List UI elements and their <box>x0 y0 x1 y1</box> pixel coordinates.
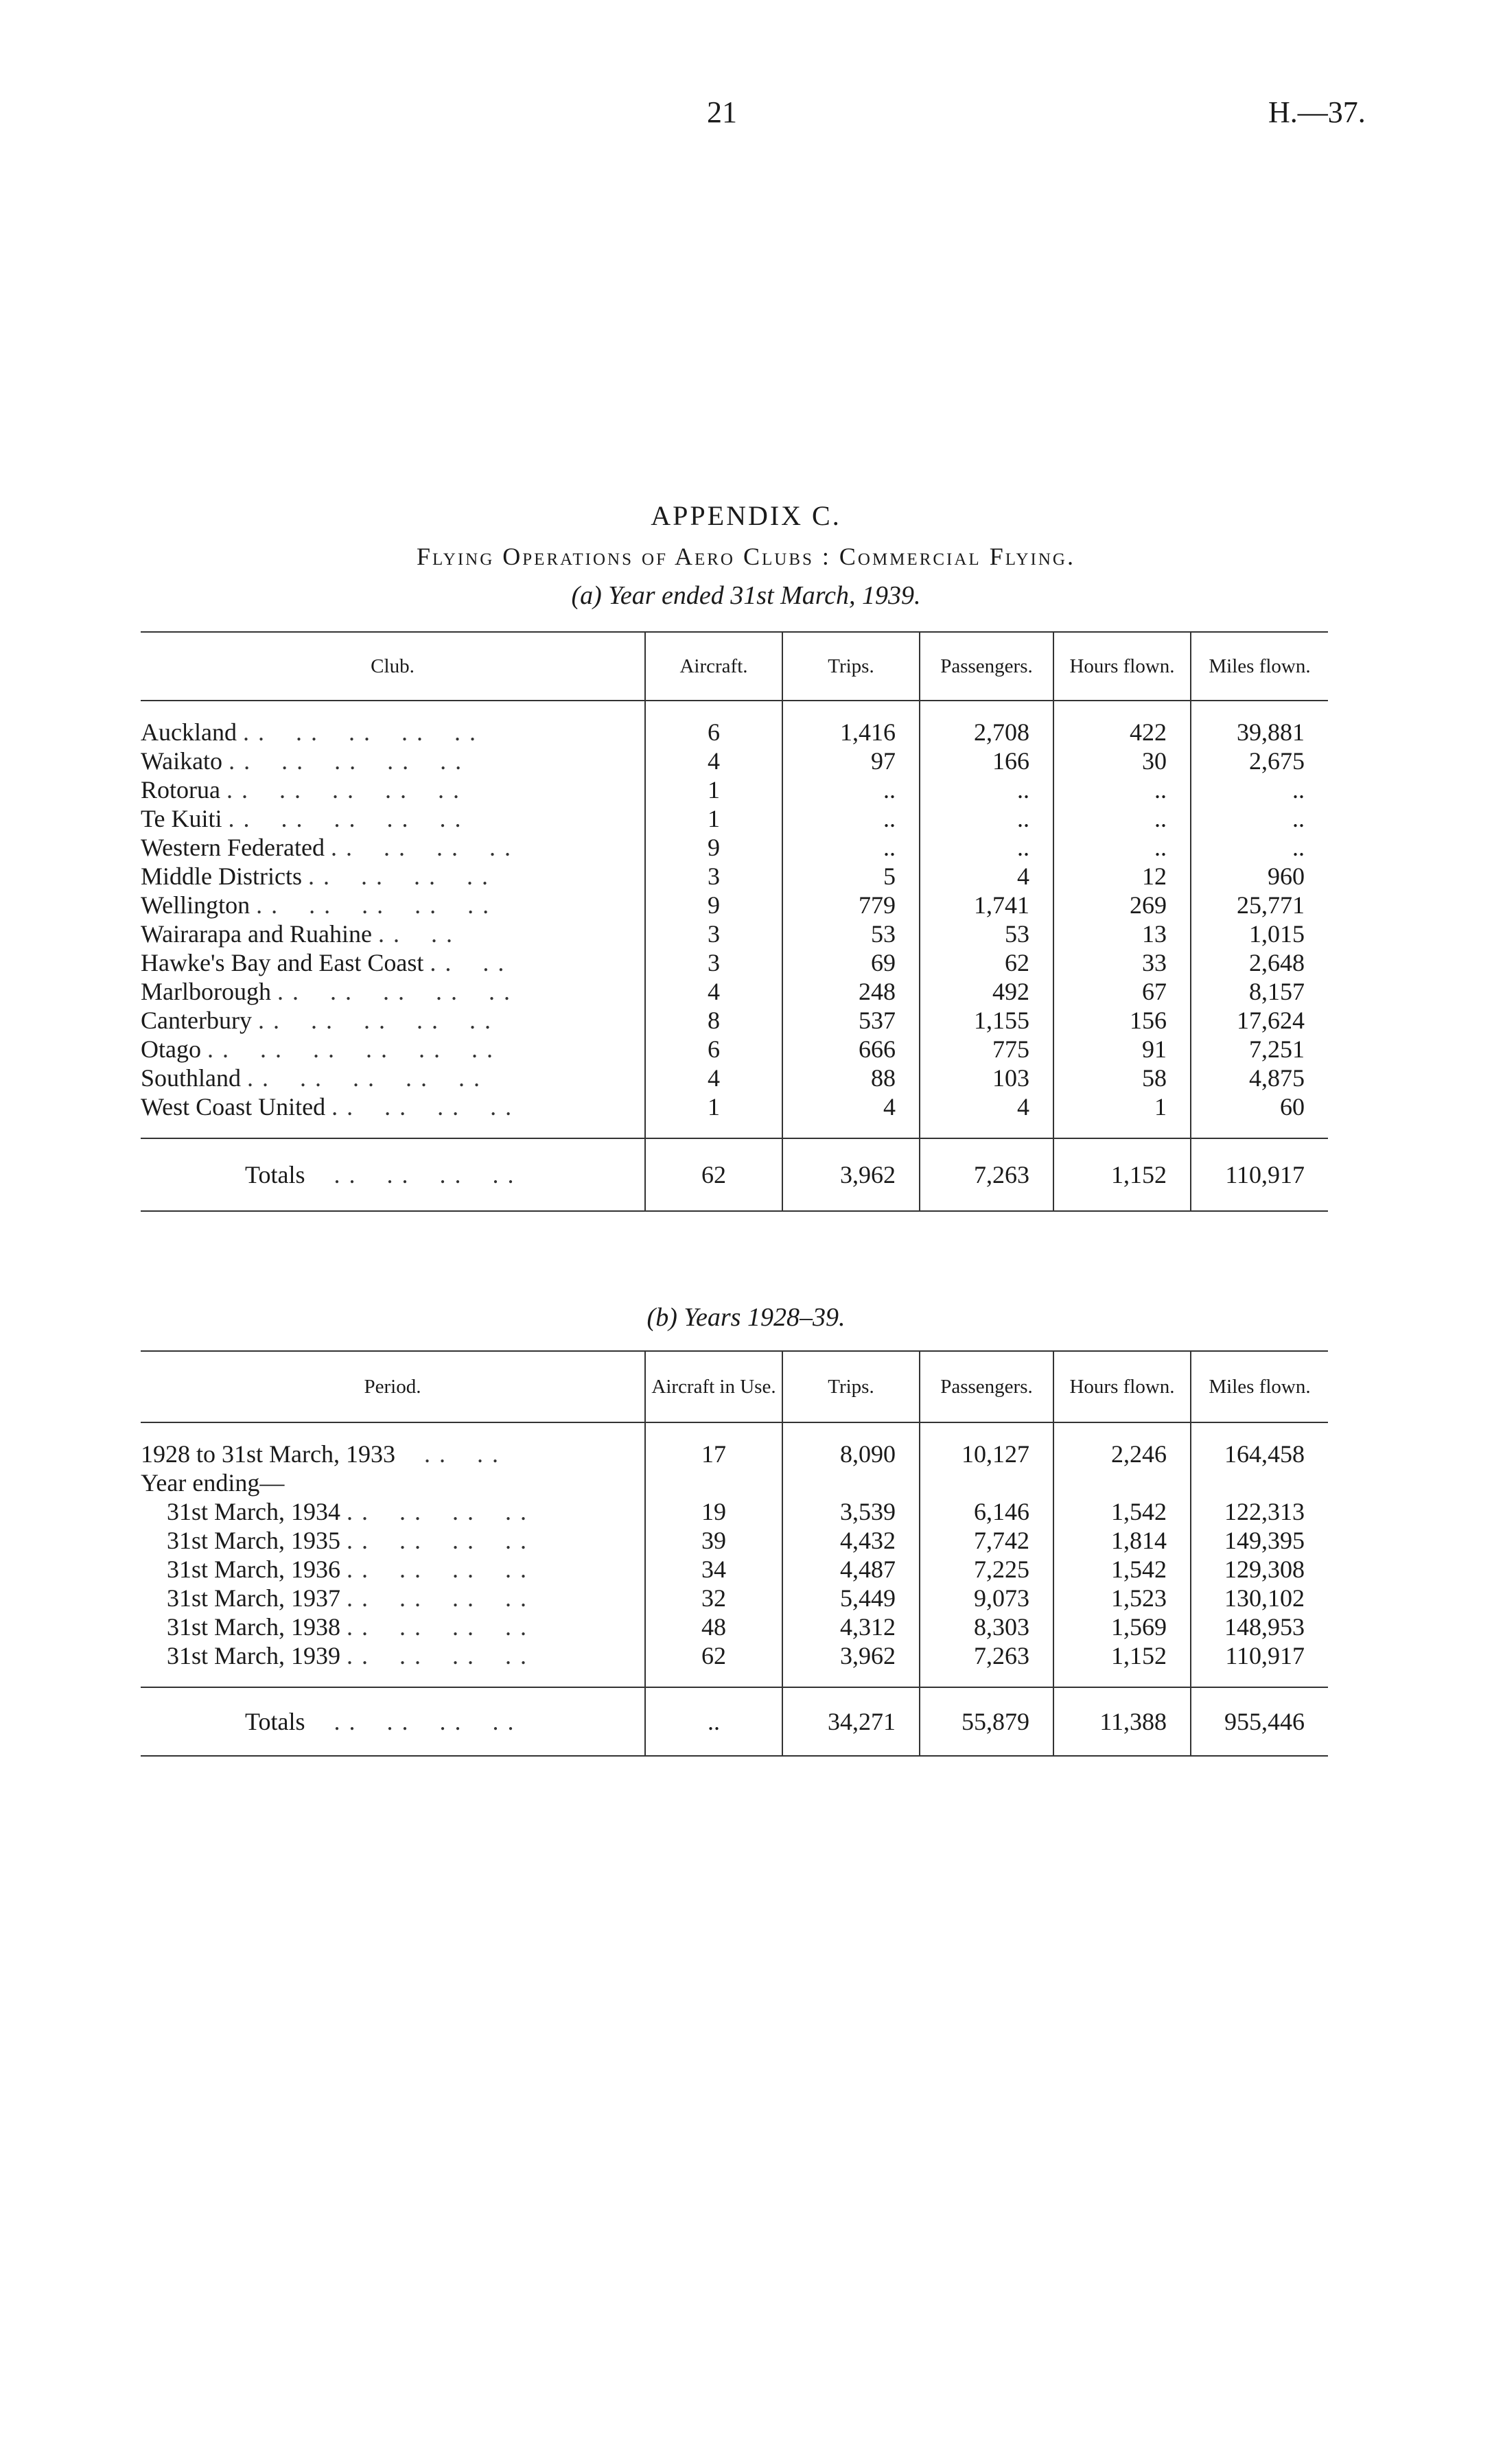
cell-hours: 12 <box>1053 862 1191 891</box>
cell-trips: 4,312 <box>782 1612 920 1641</box>
cell-trips: 5,449 <box>782 1584 920 1612</box>
table-row: 1928 to 31st March, 1933 . . . . 17 8,090 10,127 2,246 164,458 <box>141 1440 1328 1468</box>
total-hours: 11,388 <box>1053 1687 1191 1756</box>
total-miles: 955,446 <box>1191 1687 1328 1756</box>
cell-miles: 148,953 <box>1191 1612 1328 1641</box>
period-label: 31st March, 1938 <box>167 1613 340 1641</box>
totals-row: Totals . . . . . . . . .. 34,271 55,879 11,388 955,446 <box>141 1687 1328 1756</box>
cell-miles: 1,015 <box>1191 919 1328 948</box>
col-header-aircraft-in-use: Aircraft in Use. <box>645 1351 782 1422</box>
totals-label: Totals <box>245 1161 305 1188</box>
table-row: Western Federated . . . . . . . . 9 .. .. .. .. <box>141 833 1328 862</box>
cell-passengers: 2,708 <box>920 718 1053 747</box>
cell-passengers: 1,155 <box>920 1006 1053 1035</box>
cell-hours: 1,814 <box>1053 1526 1191 1555</box>
table-row: Canterbury . . . . . . . . . . 8 537 1,155 156 17,624 <box>141 1006 1328 1035</box>
club-name: Waikato <box>141 747 223 775</box>
cell-hours: 1,152 <box>1053 1641 1191 1670</box>
cell-aircraft: 1 <box>645 804 782 833</box>
cell-miles: .. <box>1191 804 1328 833</box>
cell-hours: .. <box>1053 804 1191 833</box>
cell-hours: 269 <box>1053 891 1191 919</box>
table-row: Marlborough . . . . . . . . . . 4 248 492 67 8,157 <box>141 977 1328 1006</box>
col-header-passengers: Passengers. <box>920 632 1053 701</box>
cell-passengers: 7,263 <box>920 1641 1053 1670</box>
cell-miles: 164,458 <box>1191 1440 1328 1468</box>
col-header-club: Club. <box>371 655 415 677</box>
cell-hours: 13 <box>1053 919 1191 948</box>
cell-miles: 8,157 <box>1191 977 1328 1006</box>
club-name: Auckland <box>141 718 237 746</box>
cell-passengers: 9,073 <box>920 1584 1053 1612</box>
cell-trips: .. <box>782 833 920 862</box>
cell-hours: 1,542 <box>1053 1497 1191 1526</box>
cell-hours: 30 <box>1053 747 1191 775</box>
club-name: West Coast United <box>141 1093 326 1120</box>
cell-passengers: .. <box>920 804 1053 833</box>
cell-passengers: 103 <box>920 1064 1053 1092</box>
total-aircraft: .. <box>645 1687 782 1756</box>
col-header-hours: Hours flown. <box>1053 632 1191 701</box>
table-row <box>141 1468 1328 1497</box>
period-label: 31st March, 1939 <box>167 1642 340 1669</box>
cell-passengers: 4 <box>920 862 1053 891</box>
cell-hours: 2,246 <box>1053 1440 1191 1468</box>
club-name: Southland <box>141 1064 242 1092</box>
period-label: 1928 to 31st March, 1933 <box>141 1440 395 1468</box>
col-header-miles: Miles flown. <box>1191 1351 1328 1422</box>
table-row: Otago . . . . . . . . . . . . 6 666 775 91 7,251 <box>141 1035 1328 1064</box>
cell-miles: 7,251 <box>1191 1035 1328 1064</box>
cell-aircraft: 9 <box>645 891 782 919</box>
table-row: Wairarapa and Ruahine . . . . 3 53 53 13 1,015 <box>141 919 1328 948</box>
cell-trips: 5 <box>782 862 920 891</box>
cell-trips: 69 <box>782 948 920 977</box>
cell-passengers: 53 <box>920 919 1053 948</box>
cell-hours: 1,569 <box>1053 1612 1191 1641</box>
cell-aircraft: 6 <box>645 1035 782 1064</box>
table-row: 31st March, 1936 . . . . . . . . 34 4,487 7,225 1,542 129,308 <box>141 1555 1328 1584</box>
cell-aircraft: 1 <box>645 775 782 804</box>
cell-hours: 91 <box>1053 1035 1191 1064</box>
cell-aircraft: 9 <box>645 833 782 862</box>
cell-miles: 129,308 <box>1191 1555 1328 1584</box>
cell-hours: 1 <box>1053 1092 1191 1121</box>
cell-miles: 17,624 <box>1191 1006 1328 1035</box>
total-trips: 34,271 <box>782 1687 920 1756</box>
col-header-trips: Trips. <box>782 1351 920 1422</box>
period-label: 31st March, 1936 <box>167 1556 340 1583</box>
cell-aircraft: 19 <box>645 1497 782 1526</box>
cell-miles: 25,771 <box>1191 891 1328 919</box>
cell-hours: 58 <box>1053 1064 1191 1092</box>
cell-miles: 149,395 <box>1191 1526 1328 1555</box>
cell-hours: 1,523 <box>1053 1584 1191 1612</box>
cell-trips: 4,487 <box>782 1555 920 1584</box>
cell-aircraft: 34 <box>645 1555 782 1584</box>
cell-aircraft: 4 <box>645 977 782 1006</box>
total-aircraft: 62 <box>645 1138 782 1211</box>
cell-aircraft: 62 <box>645 1641 782 1670</box>
cell-passengers: 775 <box>920 1035 1053 1064</box>
total-passengers: 7,263 <box>920 1138 1053 1211</box>
club-name: Marlborough <box>141 978 271 1005</box>
cell-aircraft: 3 <box>645 948 782 977</box>
table-a <box>141 631 1328 1212</box>
table-row: Waikato . . . . . . . . . . 4 97 166 30 2,675 <box>141 747 1328 775</box>
cell-hours: 1,542 <box>1053 1555 1191 1584</box>
cell-miles: 4,875 <box>1191 1064 1328 1092</box>
col-header-hours: Hours flown. <box>1053 1351 1191 1422</box>
table-row: Wellington . . . . . . . . . . 9 779 1,741 269 25,771 <box>141 891 1328 919</box>
table-a-caption: (a) Year ended 31st March, 1939. <box>571 581 921 610</box>
cell-hours: 33 <box>1053 948 1191 977</box>
cell-aircraft: 3 <box>645 862 782 891</box>
cell-miles: 39,881 <box>1191 718 1328 747</box>
totals-row: Totals . . . . . . . . 62 3,962 7,263 1,152 110,917 <box>141 1138 1328 1211</box>
cell-passengers: 4 <box>920 1092 1053 1121</box>
cell-miles: .. <box>1191 775 1328 804</box>
cell-trips: 53 <box>782 919 920 948</box>
club-name: Wellington <box>141 891 250 919</box>
table-row: Auckland . . . . . . . . . . 6 1,416 2,708 422 39,881 <box>141 718 1328 747</box>
table-b <box>141 1350 1328 1757</box>
cell-trips: .. <box>782 775 920 804</box>
cell-aircraft: 1 <box>645 1092 782 1121</box>
cell-passengers: 492 <box>920 977 1053 1006</box>
club-name: Te Kuiti <box>141 805 222 832</box>
cell-miles: 122,313 <box>1191 1497 1328 1526</box>
club-name: Wairarapa and Ruahine <box>141 920 372 948</box>
page-number: 21 <box>707 95 737 129</box>
cell-trips: 537 <box>782 1006 920 1035</box>
cell-miles: 960 <box>1191 862 1328 891</box>
col-header-period: Period. <box>364 1376 421 1398</box>
cell-trips: 666 <box>782 1035 920 1064</box>
club-name: Otago <box>141 1035 201 1063</box>
club-name: Hawke's Bay and East Coast <box>141 949 424 976</box>
table-row: Rotorua . . . . . . . . . . 1 .. .. .. .. <box>141 775 1328 804</box>
cell-trips: 3,962 <box>782 1641 920 1670</box>
table-row: 31st March, 1934 . . . . . . . . 19 3,539 6,146 1,542 122,313 <box>141 1497 1328 1526</box>
cell-passengers: .. <box>920 775 1053 804</box>
total-hours: 1,152 <box>1053 1138 1191 1211</box>
cell-trips: 4,432 <box>782 1526 920 1555</box>
table-row: Southland . . . . . . . . . . 4 88 103 58 4,875 <box>141 1064 1328 1092</box>
club-name: Western Federated <box>141 834 325 861</box>
cell-trips: 88 <box>782 1064 920 1092</box>
table-b-caption: (b) Years 1928–39. <box>646 1303 846 1332</box>
cell-aircraft: 6 <box>645 718 782 747</box>
cell-miles: 60 <box>1191 1092 1328 1121</box>
total-trips: 3,962 <box>782 1138 920 1211</box>
table-row: West Coast United . . . . . . . . 1 4 4 1 60 <box>141 1092 1328 1121</box>
cell-passengers: .. <box>920 833 1053 862</box>
cell-miles: 130,102 <box>1191 1584 1328 1612</box>
cell-hours: .. <box>1053 775 1191 804</box>
total-miles: 110,917 <box>1191 1138 1328 1211</box>
table-row: 31st March, 1939 . . . . . . . . 62 3,962 7,263 1,152 110,917 <box>141 1641 1328 1670</box>
cell-miles: .. <box>1191 833 1328 862</box>
cell-trips: 97 <box>782 747 920 775</box>
cell-trips: 4 <box>782 1092 920 1121</box>
cell-passengers: 1,741 <box>920 891 1053 919</box>
cell-trips: 1,416 <box>782 718 920 747</box>
club-name: Canterbury <box>141 1007 252 1034</box>
cell-passengers: 7,225 <box>920 1555 1053 1584</box>
col-header-trips: Trips. <box>782 632 920 701</box>
cell-passengers: 62 <box>920 948 1053 977</box>
table-b-header-row <box>141 1351 1328 1422</box>
col-header-miles: Miles flown. <box>1191 632 1328 701</box>
cell-aircraft: 17 <box>645 1440 782 1468</box>
cell-hours: 422 <box>1053 718 1191 747</box>
period-label: 31st March, 1935 <box>167 1527 340 1554</box>
col-header-aircraft: Aircraft. <box>645 632 782 701</box>
cell-aircraft: 8 <box>645 1006 782 1035</box>
table-row: 31st March, 1935 . . . . . . . . 39 4,432 7,742 1,814 149,395 <box>141 1526 1328 1555</box>
cell-miles: 2,675 <box>1191 747 1328 775</box>
cell-passengers: 166 <box>920 747 1053 775</box>
cell-aircraft: 32 <box>645 1584 782 1612</box>
year-ending-label: Year ending— <box>141 1469 285 1497</box>
cell-miles: 2,648 <box>1191 948 1328 977</box>
club-name: Middle Districts <box>141 863 302 890</box>
cell-passengers: 10,127 <box>920 1440 1053 1468</box>
cell-aircraft: 39 <box>645 1526 782 1555</box>
cell-hours: .. <box>1053 833 1191 862</box>
cell-trips: .. <box>782 804 920 833</box>
period-label: 31st March, 1934 <box>167 1498 340 1525</box>
appendix-title: APPENDIX C. <box>651 500 841 531</box>
cell-trips: 779 <box>782 891 920 919</box>
cell-aircraft: 4 <box>645 747 782 775</box>
cell-trips: 3,539 <box>782 1497 920 1526</box>
table-row: Hawke's Bay and East Coast . . . . 3 69 62 33 2,648 <box>141 948 1328 977</box>
table-row: Middle Districts . . . . . . . . 3 5 4 12 960 <box>141 862 1328 891</box>
table-row: Te Kuiti . . . . . . . . . . 1 .. .. .. .. <box>141 804 1328 833</box>
cell-passengers: 6,146 <box>920 1497 1053 1526</box>
cell-miles: 110,917 <box>1191 1641 1328 1670</box>
cell-hours: 67 <box>1053 977 1191 1006</box>
club-name: Rotorua <box>141 776 220 803</box>
period-label: 31st March, 1937 <box>167 1584 340 1612</box>
total-passengers: 55,879 <box>920 1687 1053 1756</box>
cell-passengers: 7,742 <box>920 1526 1053 1555</box>
table-row: 31st March, 1938 . . . . . . . . 48 4,312 8,303 1,569 148,953 <box>141 1612 1328 1641</box>
appendix-subtitle: Flying Operations of Aero Clubs : Commercial Flying. <box>417 543 1075 570</box>
document-reference: H.—37. <box>1268 95 1366 129</box>
totals-label: Totals <box>245 1708 305 1735</box>
table-row: 31st March, 1937 . . . . . . . . 32 5,449 9,073 1,523 130,102 <box>141 1584 1328 1612</box>
cell-passengers: 8,303 <box>920 1612 1053 1641</box>
cell-aircraft: 3 <box>645 919 782 948</box>
cell-hours: 156 <box>1053 1006 1191 1035</box>
cell-trips: 8,090 <box>782 1440 920 1468</box>
cell-aircraft: 4 <box>645 1064 782 1092</box>
col-header-passengers: Passengers. <box>920 1351 1053 1422</box>
table-a-header-row <box>141 632 1328 701</box>
cell-trips: 248 <box>782 977 920 1006</box>
cell-aircraft: 48 <box>645 1612 782 1641</box>
